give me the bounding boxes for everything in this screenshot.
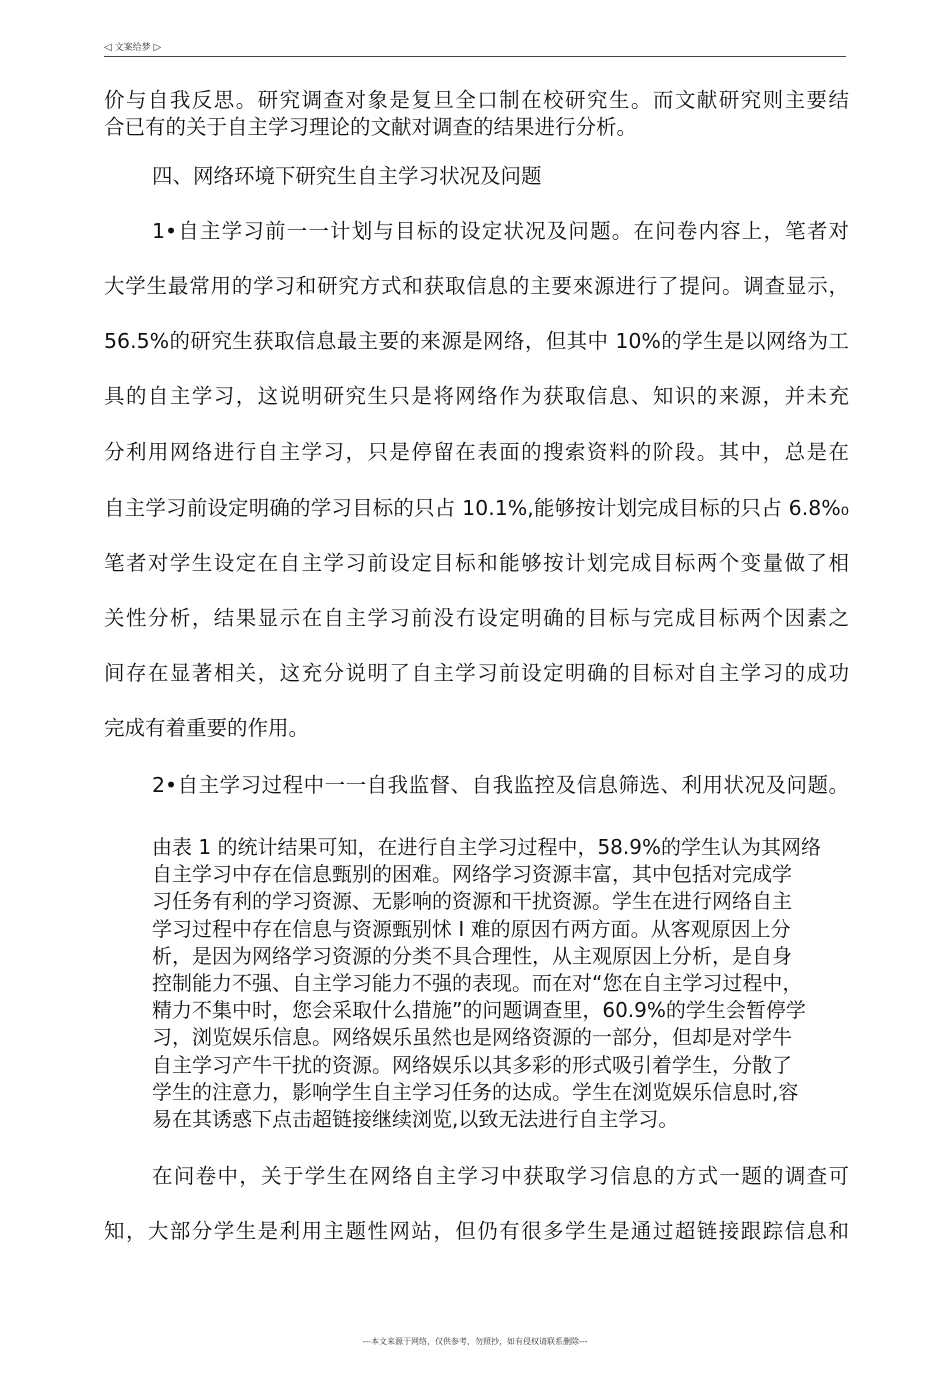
block-line: 析，是因为网络学习资源的分类不具合理性，从主观原因上分析，是自身 [152, 943, 792, 968]
text-line: 笔者对学生设定在自主学习前设定目标和能够按计划完成目标两个变量做了相 [104, 551, 849, 575]
text-line: 价与自我反思。研究调查对象是复旦全口制在校研究生。而文献研究则主要结 [104, 88, 849, 112]
text-line: 在问卷中，关于学生在网络自主学习中获取学习信息的方式一题的调查可 [152, 1164, 849, 1188]
quoted-block [152, 834, 849, 1133]
text-line: 知，大部分学生是利用主题性网站，但仍有很多学生是通过超链接跟踪信息和 [104, 1219, 849, 1243]
text-line: 关性分析，结果显示在自主学习前没冇设定明确的目标与完成目标两个因素之 [104, 606, 849, 630]
text-line: 56.5%的研究生获取信息最主要的来源是网络，但其中 10%的学生是以网络为工 [104, 329, 849, 353]
subsection-heading: 2•自主学习过程中一一自我监督、自我监控及信息筛选、利用状况及问题。 [152, 773, 849, 797]
block-line: 自主学习中存在信息甄别的困难。网络学习资源丰富，其中包括对完成学 [152, 862, 792, 887]
text-line: 间存在显著相关，这充分说明了自主学习前设定明确的目标对自主学习的成功 [104, 661, 849, 685]
page-footer: ---本文来源于网络，仅供参考，勿照抄，如有侵权请联系删除--- [362, 1337, 588, 1346]
block-line: 精力不集中时，您会采取什么措施”的问题调查里，60.9%的学生会暂停学 [152, 998, 806, 1023]
block-line: 由表 1 的统计结果可知，在进行自主学习过程中，58.9%的学生认为其网络 [152, 835, 821, 859]
block-line: 易在其诱惑下点击超链接继续浏览,以致无法进行自主学习。 [152, 1107, 679, 1132]
text-line: 1•自主学习前一一计划与目标的设定状况及问题。在问卷内容上，笔者对 [152, 219, 849, 243]
block-line: 习任务有利的学习资源、无影响的资源和干扰资源。学生在进行网络自主 [152, 889, 792, 914]
text-line: 分利用网络进行自主学习，只是停留在表面的搜索资料的阶段。其中，总是在 [104, 440, 849, 464]
right-triangle-icon: ▷ [153, 42, 162, 53]
block-line: 控制能力不强、自主学习能力不强的表现。而在对“您在自主学习过程中， [152, 971, 803, 996]
block-line: 学习过程中存在信息与资源甄别怵 I 难的原因冇两方面。从客观原因上分 [152, 916, 791, 941]
text-line: 自主学习前设定明确的学习目标的只占 10.1%,能够按计划完成目标的只占 6.8%₀ [104, 496, 849, 520]
header-rule [104, 56, 846, 57]
page-header [104, 40, 161, 53]
left-triangle-icon: ◁ [104, 42, 112, 53]
text-line: 合已有的关于自主学习理论的文献对调查的结果进行分析。 [104, 115, 637, 139]
block-line: 习，浏览娱乐信息。网络娱乐虽然也是网络资源的一部分，但却是对学牛 [152, 1025, 792, 1050]
section-heading: 四、网络环境下研究生自主学习状况及问题 [152, 164, 542, 188]
text-line: 完成有着重要的作用。 [104, 716, 309, 740]
text-line: 具的自主学习，这说明研究生只是将网络作为获取信息、知识的来源，并未充 [104, 384, 849, 408]
block-line: 自主学习产牛干扰的资源。网络娱乐以其多彩的形式吸引着学生，分散了 [152, 1052, 792, 1077]
text-line: 大学生最常用的学习和研究方式和获取信息的主要來源进行了提问。调查显示， [104, 274, 849, 298]
header-text: 文案给梦 [114, 43, 151, 53]
block-line: 学生的注意力，影响学生自主学习任务的达成。学生在浏览娱乐信息时,容 [152, 1079, 799, 1104]
